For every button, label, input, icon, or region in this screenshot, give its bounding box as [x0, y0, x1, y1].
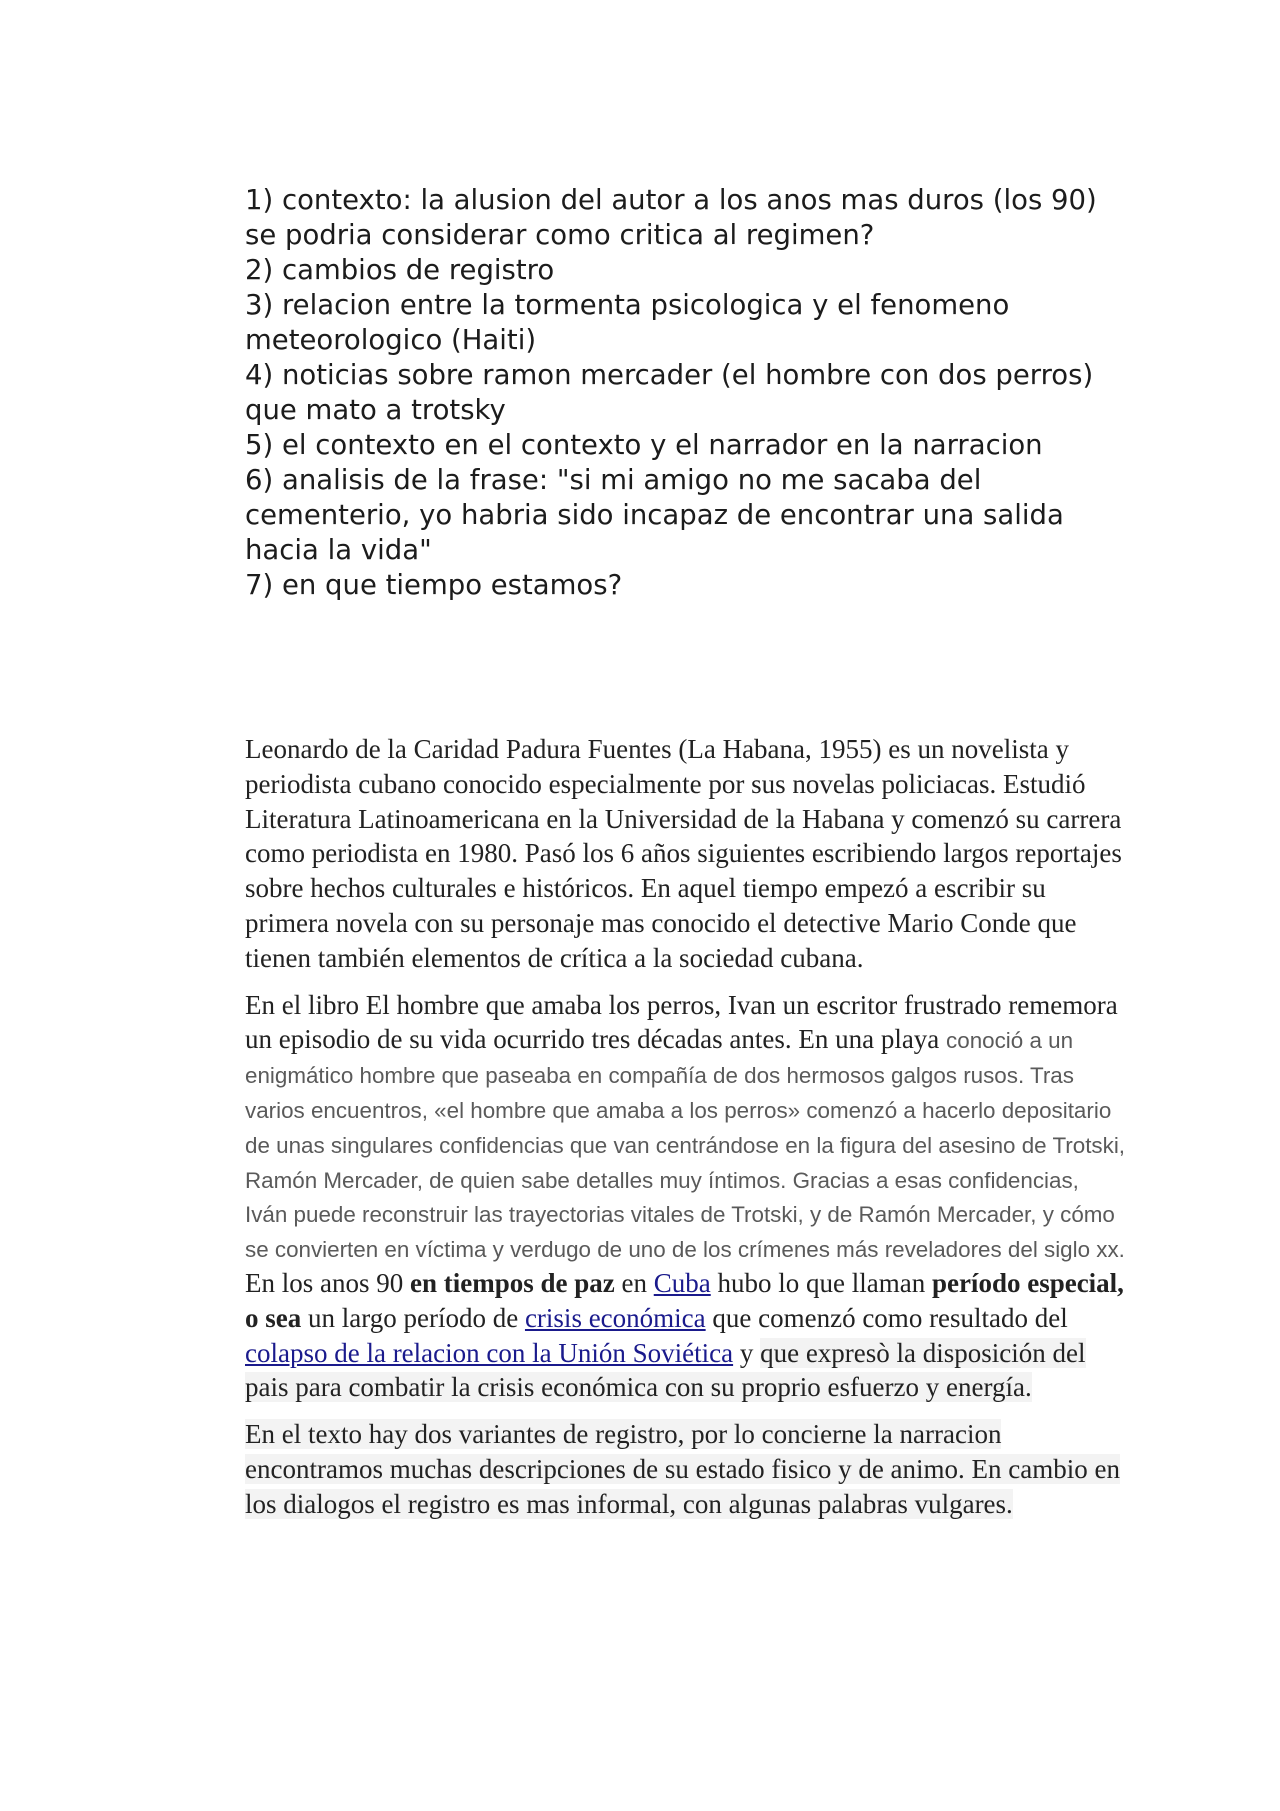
colapso-union-sovietica-link[interactable]: colapso de la relacion con la Unión Soviética	[245, 1337, 734, 1368]
paragraph-author-bio: Leonardo de la Caridad Padura Fuentes (La Habana, 1955) es un novelista y periodista cubano conocido especialmente por sus novelas policiacas. Estudió Literatura Latinoamericana en la Universidad de la Habana y comenzó su carrera como periodista en 1980. Pasó los 6 años siguientes escribiendo largos reportajes sobre hechos culturales e históricos. En aquel tiempo empezó a escribir su primera novela con su personaje mas conocido el detective Mario Conde que tienen también elementos de crítica a la sociedad cubana.	[245, 734, 1122, 973]
registro-highlighted-text: En el texto hay dos variantes de registro, por lo concierne la narracion encontramos muchas descripciones de su estado fisico y de animo. En cambio en los dialogos el registro es mas informal, con algunas palabras vulgares.	[245, 1419, 1120, 1519]
body-text	[245, 732, 1125, 1534]
summary-highlighted-text: que expresò la disposición del pais para combatir la crisis económica con su proprio esfuerzo y energía.	[245, 1337, 1086, 1403]
question-item: 6) analisis de la frase: "si mi amigo no me sacaba del cementerio, yo habria sido incapaz de encontrar una salida hacia la vida"	[245, 464, 1064, 566]
summary-intro: En el libro El hombre que amaba los perros, Ivan un escritor frustrado rememora un episodio de su vida ocurrido tres décadas antes. En una playa	[245, 989, 1118, 1055]
question-item: 5) el contexto en el contexto y el narrador en la narracion	[245, 429, 1043, 461]
summary-bold-text: en tiempos de paz	[410, 1267, 615, 1298]
question-item: 2) cambios de registro	[245, 254, 555, 286]
summary-text: un largo período de	[301, 1302, 525, 1333]
question-item: 7) en que tiempo estamos?	[245, 569, 623, 601]
question-item: 1) contexto: la alusion del autor a los anos mas duros (los 90) se podria considerar como critica al regimen?	[245, 184, 1097, 251]
summary-text: y	[733, 1337, 761, 1368]
question-list	[245, 183, 1125, 603]
question-item: 3) relacion entre la tormenta psicologica y el fenomeno meteorologico (Haiti)	[245, 289, 1010, 356]
cuba-link[interactable]: Cuba	[653, 1267, 711, 1298]
summary-text: En los anos 90	[245, 1267, 410, 1298]
paragraph-book-summary	[245, 988, 1125, 1406]
summary-quote: conoció a un enigmático hombre que paseaba en compañía de dos hermosos galgos rusos. Tras varios encuentros, «el hombre que amaba a los perros» comenzó a hacerlo depositario de unas singulares confidencias que van centrándose en la figura del asesino de Trotski, Ramón Mercader, de quien sabe detalles muy íntimos. Gracias a esas confidencias, Iván puede reconstruir las trayectorias vitales de Trotski, y de Ramón Mercader, y cómo se convierten en víctima y verdugo de uno de los crímenes más reveladores del siglo xx.	[245, 1028, 1126, 1263]
crisis-economica-link[interactable]: crisis económica	[524, 1302, 706, 1333]
summary-bold-text: período especial, o sea	[245, 1267, 1124, 1333]
question-item: 4) noticias sobre ramon mercader (el hombre con dos perros) que mato a trotsky	[245, 359, 1094, 426]
summary-text: en	[614, 1267, 654, 1298]
summary-text: hubo lo que llaman	[710, 1267, 932, 1298]
paragraph-registro	[245, 1417, 1125, 1521]
summary-text: que comenzó como resultado del	[705, 1302, 1068, 1333]
